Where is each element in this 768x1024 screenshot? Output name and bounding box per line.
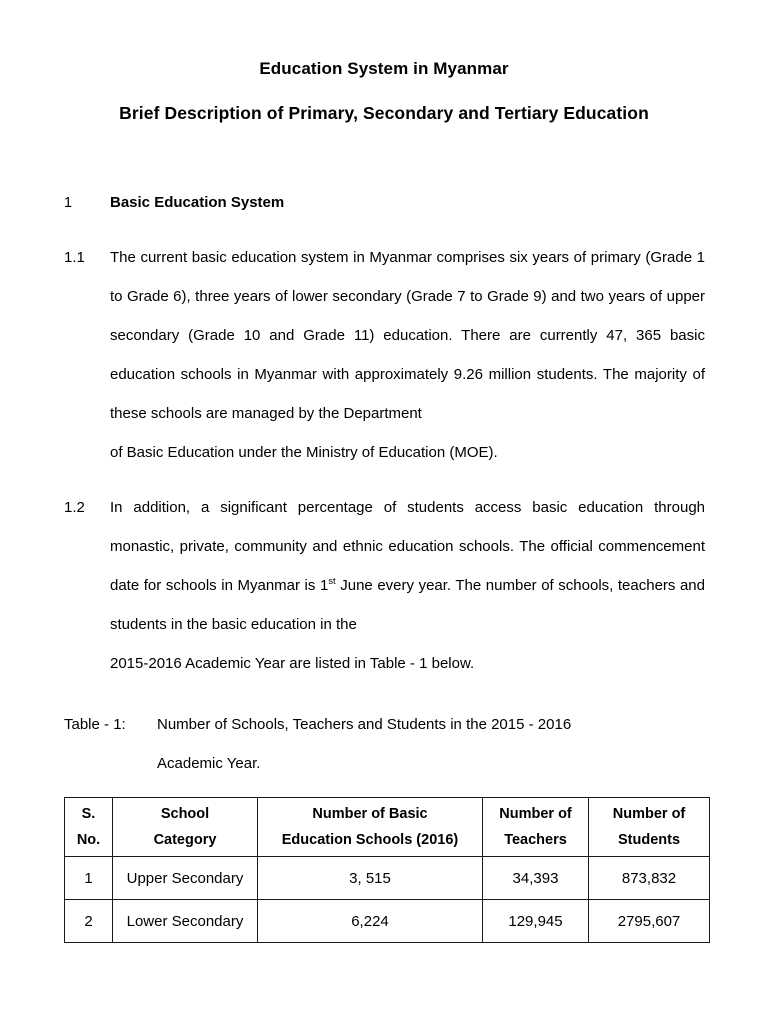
table-header-number-of-teachers: [483, 798, 589, 857]
document-title-line-1: Education System in Myanmar: [259, 59, 509, 78]
cell-serial-number: 2: [65, 900, 113, 943]
table-caption-label: Table - 1:: [64, 716, 126, 733]
table-header-school-category: [113, 798, 258, 857]
paragraph-1-2-last-line: 2015-2016 Academic Year are listed in Table - 1 below.: [110, 655, 475, 672]
header-line-1: Number of: [499, 806, 572, 822]
cell-school-category: Upper Secondary: [113, 857, 258, 900]
cell-school-category: Lower Secondary: [113, 900, 258, 943]
section-heading-label: Basic Education System: [110, 194, 285, 211]
education-statistics-table: [64, 797, 710, 943]
header-line-1: S.: [81, 806, 96, 822]
paragraph-1-1-number: 1.1: [64, 249, 85, 266]
header-line-1: Number of: [612, 806, 686, 822]
paragraph-1-2-text-part-2: June every year. The number of schools, teachers and students in the basic education in the: [110, 577, 705, 633]
paragraph-1-2-text-part-1: In addition, a significant percentage of students access basic education through monastic, private, community and ethnic education schools. The official commencement date for schools in Myanmar is 1: [110, 499, 705, 594]
paragraph-1-2-number: 1.2: [64, 499, 85, 516]
table-header-number-of-students: [589, 798, 710, 857]
paragraph-1-1-last-line: of Basic Education under the Ministry of Education (MOE).: [110, 444, 498, 461]
table-header-number-of-schools: [258, 798, 483, 857]
paragraph-1-1-text: The current basic education system in Myanmar comprises six years of primary (Grade 1 to Grade 6), three years of lower secondary (Grade 7 to Grade 9) and two years of upper secondary (Grade 10 and Grade 11) education. There are currently 47, 365 basic education schools in Myanmar with approximately 9.26 million students. The majority of these schools are managed by the Department: [110, 249, 705, 422]
header-line-2: Teachers: [504, 832, 567, 848]
paragraph-1-2: [64, 488, 705, 683]
table-caption-last-line: Academic Year.: [157, 755, 261, 772]
section-heading: [64, 194, 709, 211]
header-line-2: No.: [76, 832, 101, 848]
cell-number-of-teachers: 129,945: [483, 900, 589, 943]
table-header-serial-number: [65, 798, 113, 857]
document-title-line-2: Brief Description of Primary, Secondary and Tertiary Education: [119, 103, 649, 123]
table-header-row: [65, 798, 710, 857]
cell-number-of-schools: 3, 515: [258, 857, 483, 900]
header-line-2: Students: [617, 832, 681, 848]
paragraph-1-1-body: [110, 238, 705, 472]
header-line-2: Education Schools (2016): [281, 832, 459, 848]
header-line-1: Number of Basic: [312, 806, 428, 822]
table-row: [65, 857, 710, 900]
ordinal-superscript: st: [328, 576, 336, 587]
paragraph-1-2-body: [110, 488, 705, 683]
cell-number-of-students: 873,832: [589, 857, 710, 900]
paragraph-1-1: [64, 238, 705, 472]
table-caption-text: Number of Schools, Teachers and Students in the 2015 - 2016: [157, 716, 572, 733]
section-number: 1: [64, 195, 73, 211]
table-caption: [64, 705, 705, 783]
header-line-2: Category: [153, 832, 217, 848]
table-row: [65, 900, 710, 943]
cell-number-of-students: 2795,607: [589, 900, 710, 943]
cell-number-of-schools: 6,224: [258, 900, 483, 943]
cell-serial-number: 1: [65, 857, 113, 900]
header-line-1: School: [160, 806, 210, 822]
table-caption-body: [157, 705, 705, 783]
cell-number-of-teachers: 34,393: [483, 857, 589, 900]
